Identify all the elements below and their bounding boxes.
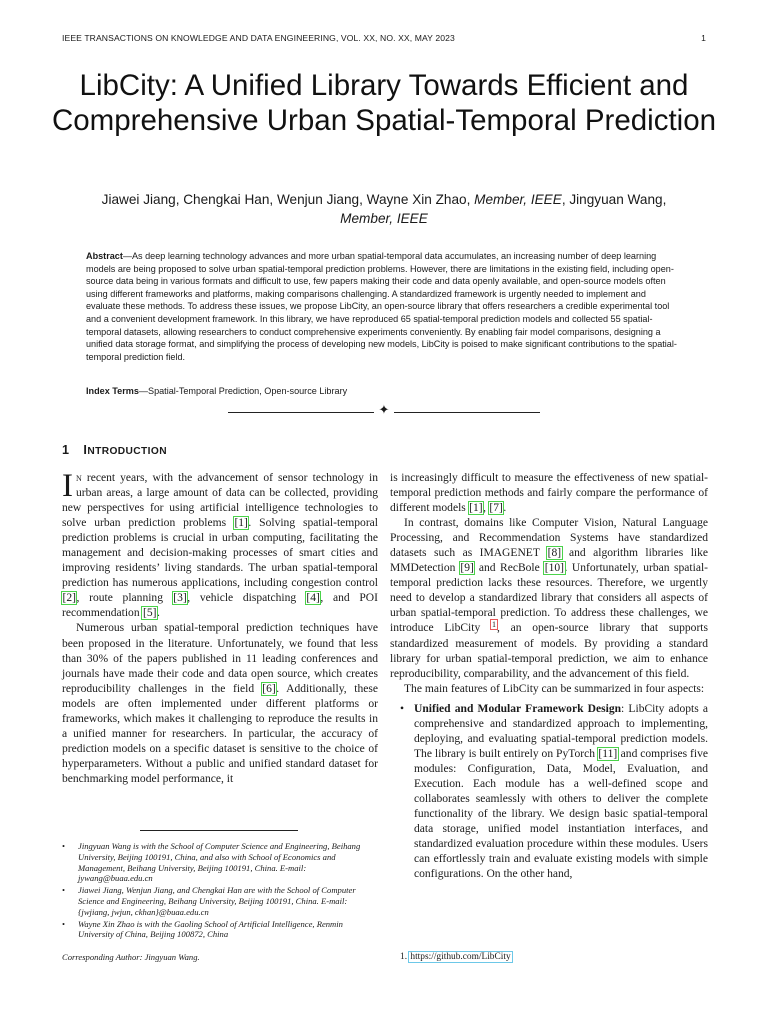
section-title-rest: NTRODUCTION	[87, 446, 167, 457]
running-header	[62, 33, 706, 43]
footnote-item	[62, 885, 378, 917]
bullet-icon: •	[62, 885, 66, 896]
text-run: .	[156, 607, 160, 620]
url-footnote-number: 1.	[400, 952, 408, 962]
index-terms-text: —Spatial-Temporal Prediction, Open-source Library	[138, 386, 348, 396]
citation-link[interactable]: [9]	[460, 562, 474, 575]
text-run: In contrast, domains like Computer Vision, Natural Language Processing, and Recommendation Systems have standardized datasets such as IMAGENET	[390, 517, 708, 560]
text-run: ,	[483, 502, 489, 515]
page-number: 1	[701, 33, 706, 43]
text-run: .	[503, 502, 507, 515]
corresponding-author: Corresponding Author: Jingyuan Wang.	[62, 952, 200, 962]
affiliation-footnotes	[62, 841, 378, 941]
citation-link[interactable]: [10]	[544, 562, 564, 575]
right-column	[390, 471, 708, 882]
footnote-item	[62, 841, 378, 884]
divider-line-right	[394, 412, 540, 413]
text-run: Numerous urban spatial-temporal prediction techniques have been proposed in the literature. Unfortunately, we found that less than 30% of the papers published in 11 leading conferences and journals have made their code and data open source, which creates reproducibility challenges in the field	[62, 622, 378, 695]
footnote-text: Wayne Xin Zhao is with the Gaoling School of Artificial Intelligence, Renmin University of China, Beijing 100872, China	[78, 918, 343, 940]
footnote-text: Jiawei Jiang, Wenjun Jiang, and Chengkai Han are with the School of Computer Science and Engineering, Beihang University, Beijing 100191, China. E-mail: {jwjiang, jwjun, ckhan}@buaa.edu.cn	[78, 885, 356, 917]
citation-link[interactable]: [2]	[62, 592, 76, 605]
section-divider	[228, 404, 540, 420]
bullet-icon: •	[62, 918, 66, 929]
text-run: recent years, with the advancement of sensor technology in urban areas, a large amount of data can be collected, providing new perspectives for using artificial intelligence technologies to solve urban prediction problems	[62, 472, 378, 530]
text-run: : LibCity adopts a comprehensive and standardized approach to implementing, deploying, and evaluating spatial-temporal prediction models. The library is built entirely on PyTorch	[414, 702, 708, 760]
citation-link[interactable]: [3]	[173, 592, 187, 605]
intro-paragraph-2	[62, 621, 378, 787]
divider-star-icon: ✦	[378, 403, 390, 418]
feature-title: Unified and Modular Framework Design	[414, 702, 622, 715]
abstract-label: Abstract	[86, 251, 123, 261]
intro-paragraph-3	[390, 471, 708, 516]
index-terms-label: Index Terms	[86, 386, 139, 396]
author-list	[95, 190, 673, 228]
citation-link[interactable]: [5]	[142, 607, 157, 620]
bullet-icon: •	[400, 702, 405, 715]
text-run: , route planning	[76, 592, 173, 605]
abstract	[86, 250, 682, 363]
text-run: . Additionally, these models are often implemented under different platforms or frameworks, which makes it challenging to reproduce the results in a unified manner for researchers. In particular, the accuracy of prediction models on a specific dataset is sensitive to the choice of hyperparameters. Without a public and unified standard dataset for benchmarking model performance, it	[62, 682, 378, 785]
github-link[interactable]: https://github.com/LibCity	[410, 952, 511, 962]
url-footnote	[400, 952, 512, 962]
text-run: and algorithm libraries like MMDetection	[390, 547, 709, 575]
paper-title: LibCity: A Unified Library Towards Efficient and Comprehensive Urban Spatial-Temporal Prediction	[51, 69, 717, 137]
divider-line-left	[228, 412, 374, 413]
drop-cap: I	[62, 468, 73, 504]
citation-link[interactable]: [8]	[547, 547, 562, 560]
author-membership-1: Member, IEEE	[474, 192, 562, 207]
citation-link[interactable]: [1]	[234, 517, 248, 530]
text-run: is increasingly difficult to measure the effectiveness of new spatial-temporal prediction methods and fairly compare the performance of different models	[390, 472, 708, 515]
citation-link[interactable]: [6]	[262, 682, 276, 695]
feature-list	[390, 702, 708, 883]
text-run: and RecBole	[474, 562, 545, 575]
feature-item	[390, 702, 708, 883]
text-run: . Solving spatial-temporal prediction problems is crucial in urban computing, facilitating the management and decision-making processes of smart cities and improving residents’ living standards. The urban spatial-temporal prediction has numerous applications, including congestion control	[62, 517, 378, 590]
intro-paragraph-5: The main features of LibCity can be summarized in four aspects:	[404, 682, 705, 695]
section-number: 1	[62, 443, 70, 457]
citation-link[interactable]: [4]	[306, 592, 320, 605]
text-run: , and POI recommendation	[62, 592, 378, 620]
intro-paragraph-1	[62, 468, 378, 621]
citation-link[interactable]: [11]	[598, 747, 618, 760]
lead-word: n	[76, 472, 82, 484]
authors-part-2: , Jingyuan Wang,	[561, 192, 667, 207]
section-heading	[62, 443, 167, 457]
footnote-marker[interactable]: 1	[491, 619, 496, 629]
text-run: and comprises five modules: Configuration, Data, Model, Evaluation, and Execution. Each module has a well-defined scope and collaborates seamlessly with others to deliver the complete functionality of the library. We design basic spatial-temporal data storage, unified model instantiation interfaces, and standardized evaluation procedure within these modules. Users can effortlessly train and evaluate existing models with simple configurations. On the other hand,	[414, 747, 708, 881]
section-initial: I	[83, 443, 88, 457]
footnote-item	[62, 919, 378, 941]
abstract-text: —As deep learning technology advances and more urban spatial-temporal data accumulates, an increasing number of deep learning models are being proposed to solve urban spatial-temporal prediction problems. However, there are limitations in the existing field, including open-source data being in various formats and difficult to use, few papers making their code and data openly available, and open-source models often using different frameworks and platforms, making comparisons challenging. A standardized framework is urgently needed to implement and evaluate these methods. To address these issues, we propose LibCity, an open-source library that offers researchers a credible experimental tool and a convenient development framework. In this library, we have reproduced 65 spatial-temporal prediction models and collected 55 spatial-temporal datasets, allowing researchers to conduct comprehensive experiments conveniently. By enabling fair model comparisons, designing a unified data storage format, and simplifying the process of developing new models, LibCity is poised to make significant contributions to the spatial-temporal prediction field.	[86, 251, 677, 362]
citation-link[interactable]: [7]	[489, 502, 503, 515]
text-run: , an open-source library that supports standardized measurement of models. By providing a standard library for urban spatial-temporal prediction, we aim to enhance reproducibility, comparability, and the advancement of this field.	[390, 622, 708, 680]
text-run: . Unfortunately, urban spatial-temporal prediction lacks these resources. Therefore, we urgently need to develop a standardized library that considers all aspects of urban spatial-temporal prediction. To address these challenges, we introduce LibCity	[390, 562, 709, 635]
bullet-icon: •	[62, 841, 66, 851]
intro-paragraph-4	[390, 516, 708, 682]
index-terms	[86, 385, 682, 398]
footnote-rule	[140, 830, 298, 831]
left-column	[62, 468, 378, 787]
author-membership-2: Member, IEEE	[340, 211, 428, 226]
citation-link[interactable]: [1]	[469, 502, 483, 515]
text-run: , vehicle dispatching	[187, 592, 306, 605]
authors-part-1: Jiawei Jiang, Chengkai Han, Wenjun Jiang, Wayne Xin Zhao,	[101, 192, 475, 207]
footnote-text: Jingyuan Wang is with the School of Computer Science and Engineering, Beihang University, Beijing 100191, China, and also with School of Economics and Management, Beihang University, Beijing 100191, China. E-mail: jywang@buaa.edu.cn	[78, 841, 361, 884]
journal-header: IEEE TRANSACTIONS ON KNOWLEDGE AND DATA ENGINEERING, VOL. XX, NO. XX, MAY 2023	[62, 33, 455, 43]
